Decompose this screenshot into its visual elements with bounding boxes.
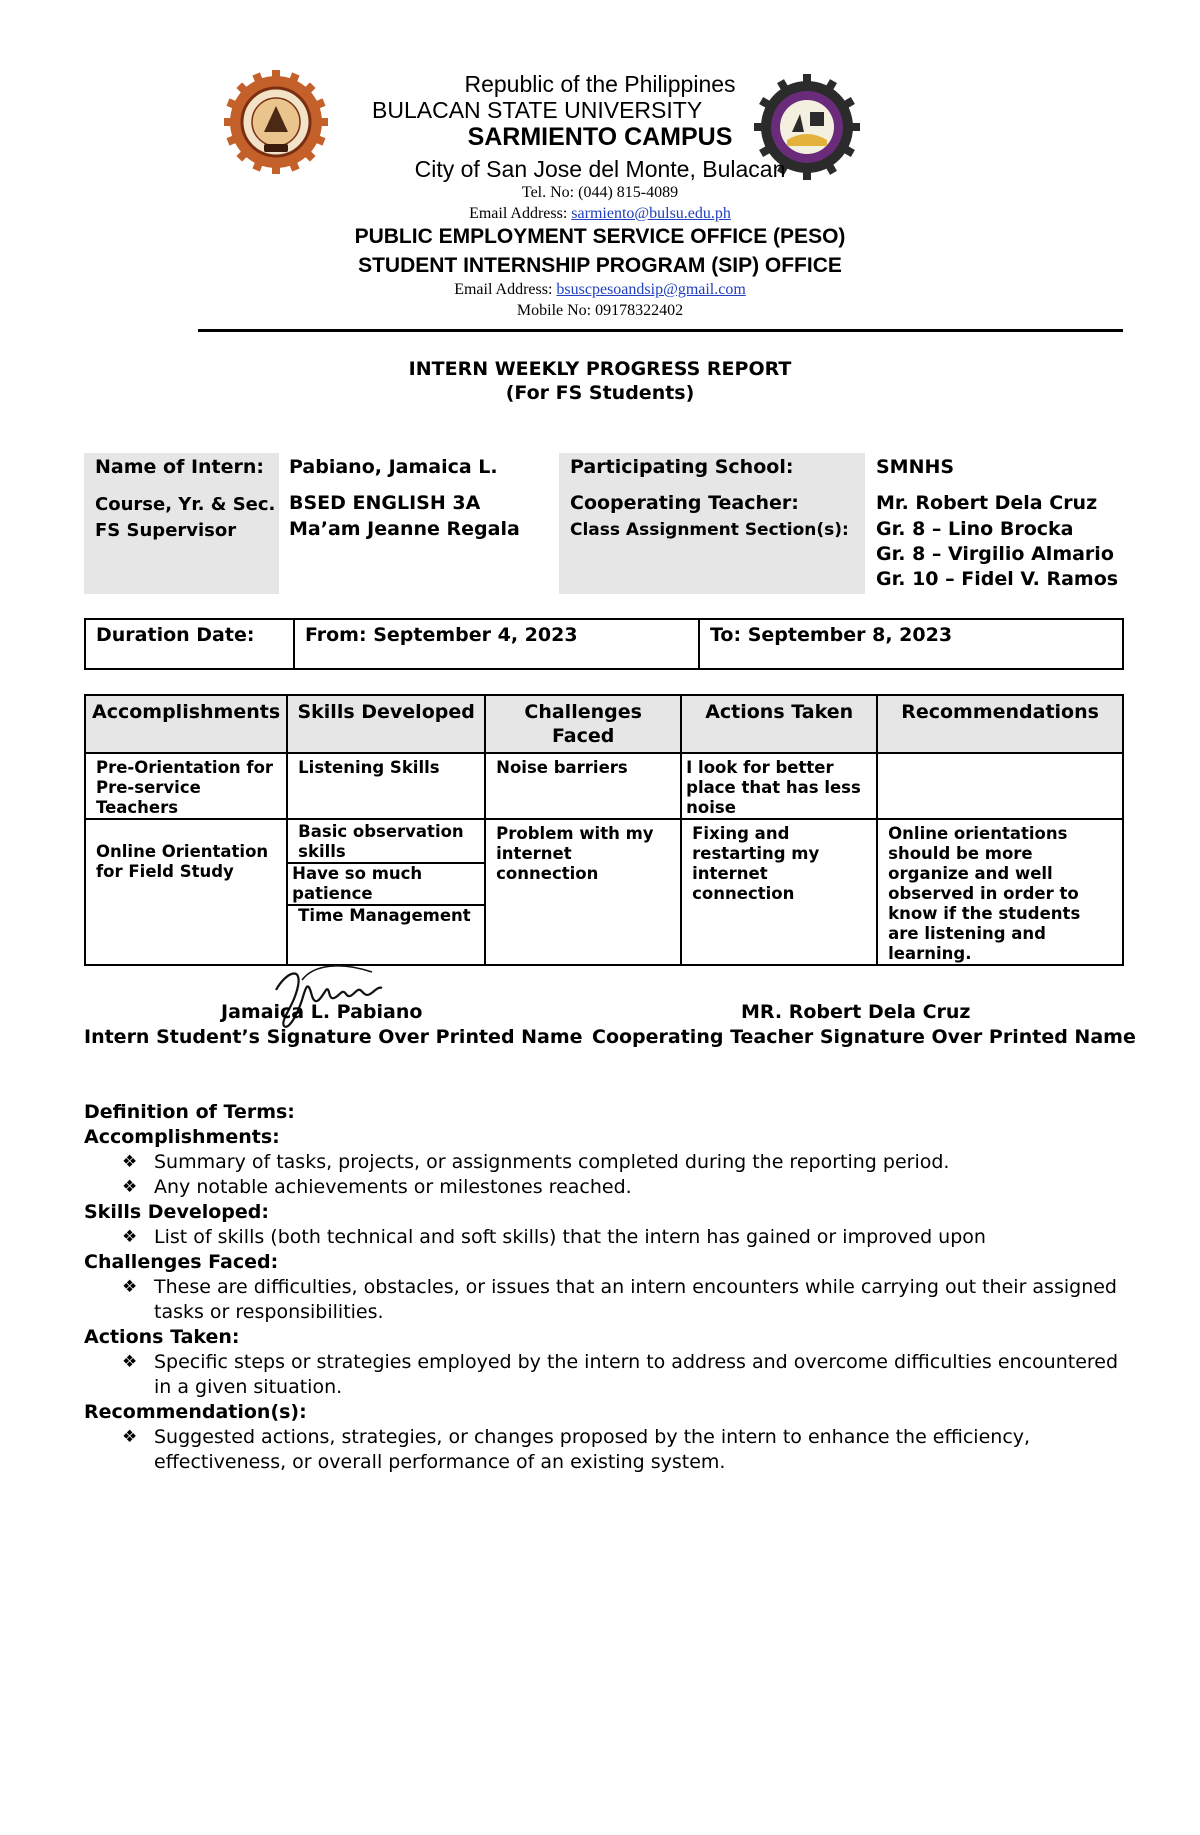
term-actions: Actions Taken: bbox=[84, 1326, 240, 1348]
header-recommendations: Recommendations bbox=[877, 695, 1123, 753]
duration-from: From: September 4, 2023 bbox=[294, 619, 699, 669]
list-item: ❖ Summary of tasks, projects, or assignments completed during the reporting period. bbox=[122, 1151, 950, 1173]
term-accomplishments: Accomplishments: bbox=[84, 1126, 280, 1148]
row2-actions: Fixing and restarting my internet connection bbox=[681, 819, 877, 965]
school-value: SMNHS bbox=[876, 456, 955, 478]
intern-printed-name: Jamaica L. Pabiano bbox=[221, 1001, 423, 1023]
duration-label: Duration Date: bbox=[85, 619, 294, 669]
list-item: ❖ Specific steps or strategies employed by the intern to address and overcome difficulties encountered in a given situation. bbox=[122, 1351, 1119, 1398]
row1-recommendations bbox=[877, 753, 1123, 819]
progress-table bbox=[84, 694, 1124, 966]
diamond-bullet-icon: ❖ bbox=[122, 1152, 138, 1172]
row2-skill-1: Basic observation skills bbox=[288, 822, 484, 864]
list-item: ❖ Suggested actions, strategies, or changes proposed by the intern to enhance the efficiency, effectiveness, or overall performance of an existing system. bbox=[122, 1426, 1031, 1473]
header-actions: Actions Taken bbox=[681, 695, 877, 753]
row2-skill-3: Time Management bbox=[298, 906, 471, 925]
supervisor-value: Ma’am Jeanne Regala bbox=[289, 518, 520, 540]
telephone-line: Tel. No: (044) 815-4089 bbox=[521, 184, 679, 201]
row1-actions: I look for better place that has less noise bbox=[681, 753, 877, 819]
header-accomplishments: Accomplishments bbox=[85, 695, 287, 753]
row2-skills-cell bbox=[287, 819, 485, 965]
diamond-bullet-icon: ❖ bbox=[122, 1227, 138, 1247]
report-title: INTERN WEEKLY PROGRESS REPORT bbox=[408, 358, 792, 380]
sections-label: Class Assignment Section(s): bbox=[570, 520, 849, 540]
teacher-value: Mr. Robert Dela Cruz bbox=[876, 492, 1098, 514]
diamond-bullet-icon: ❖ bbox=[122, 1177, 138, 1197]
course-label: Course, Yr. & Sec. bbox=[95, 494, 276, 515]
section-3: Gr. 10 – Fidel V. Ramos bbox=[876, 568, 1119, 590]
campus-name: SARMIENTO CAMPUS bbox=[467, 123, 733, 151]
diamond-bullet-icon: ❖ bbox=[122, 1352, 138, 1372]
duration-to: To: September 8, 2023 bbox=[699, 619, 1123, 669]
republic-line: Republic of the Philippines bbox=[464, 71, 736, 97]
mobile-line: Mobile No: 09178322402 bbox=[516, 302, 684, 319]
header-skills: Skills Developed bbox=[287, 695, 485, 753]
supervisor-label: FS Supervisor bbox=[95, 520, 237, 541]
school-label: Participating School: bbox=[570, 456, 794, 478]
term-skills: Skills Developed: bbox=[84, 1201, 269, 1223]
definitions-title: Definition of Terms: bbox=[84, 1101, 295, 1123]
diamond-bullet-icon: ❖ bbox=[122, 1277, 138, 1297]
row2-recommendations: Online orientations should be more organize and well observed in order to know if the students are listening and learning. bbox=[877, 819, 1123, 965]
office-title-sip: STUDENT INTERNSHIP PROGRAM (SIP) OFFICE bbox=[358, 254, 842, 277]
intern-signature-caption: Intern Student’s Signature Over Printed Name bbox=[84, 1026, 583, 1048]
term-challenges: Challenges Faced: bbox=[84, 1251, 279, 1273]
intern-name-label: Name of Intern: bbox=[95, 456, 265, 478]
row1-skills: Listening Skills bbox=[287, 753, 485, 819]
office-email-link[interactable]: bsuscpesoandsip@gmail.com bbox=[556, 281, 746, 298]
teacher-label: Cooperating Teacher: bbox=[570, 492, 799, 514]
city-line: City of San Jose del Monte, Bulacan bbox=[414, 156, 786, 182]
office-email-line: Email Address: bsuscpesoandsip@gmail.com bbox=[454, 281, 746, 298]
duration-table bbox=[84, 618, 1124, 670]
diamond-bullet-icon: ❖ bbox=[122, 1427, 138, 1447]
list-item: ❖ Any notable achievements or milestones reached. bbox=[122, 1176, 632, 1198]
row2-skill-2: Have so much patience bbox=[288, 864, 484, 906]
course-value: BSED ENGLISH 3A bbox=[289, 492, 481, 514]
section-1: Gr. 8 – Lino Brocka bbox=[876, 518, 1074, 540]
section-2: Gr. 8 – Virgilio Almario bbox=[876, 543, 1114, 565]
row2-challenges: Problem with my internet connection bbox=[485, 819, 681, 965]
row1-challenges: Noise barriers bbox=[485, 753, 681, 819]
table-row bbox=[85, 819, 1123, 965]
row1-accomplishment: Pre-Orientation for Pre-service Teachers bbox=[85, 753, 287, 819]
header-divider bbox=[198, 329, 1123, 332]
term-recommendations: Recommendation(s): bbox=[84, 1401, 307, 1423]
list-item: ❖ These are difficulties, obstacles, or issues that an intern encounters while carrying out their assigned tasks or responsibilities. bbox=[122, 1276, 1117, 1323]
header-challenges: Challenges Faced bbox=[485, 695, 681, 753]
university-name: BULACAN STATE UNIVERSITY bbox=[372, 97, 703, 123]
office-title-peso: PUBLIC EMPLOYMENT SERVICE OFFICE (PESO) bbox=[354, 225, 846, 248]
campus-email-link[interactable]: sarmiento@bulsu.edu.ph bbox=[571, 205, 731, 222]
table-row bbox=[85, 753, 1123, 819]
campus-email-line: Email Address: sarmiento@bulsu.edu.ph bbox=[469, 205, 731, 222]
list-item: ❖ List of skills (both technical and soft skills) that the intern has gained or improved upon bbox=[122, 1226, 986, 1248]
teacher-signature-caption: Cooperating Teacher Signature Over Printed Name bbox=[592, 1026, 1136, 1048]
row2-accomplishment: Online Orientation for Field Study bbox=[85, 819, 287, 965]
definitions-section bbox=[84, 1100, 1124, 1475]
teacher-printed-name: MR. Robert Dela Cruz bbox=[741, 1001, 971, 1023]
intern-name-value: Pabiano, Jamaica L. bbox=[289, 456, 498, 478]
report-subtitle: (For FS Students) bbox=[505, 382, 695, 404]
